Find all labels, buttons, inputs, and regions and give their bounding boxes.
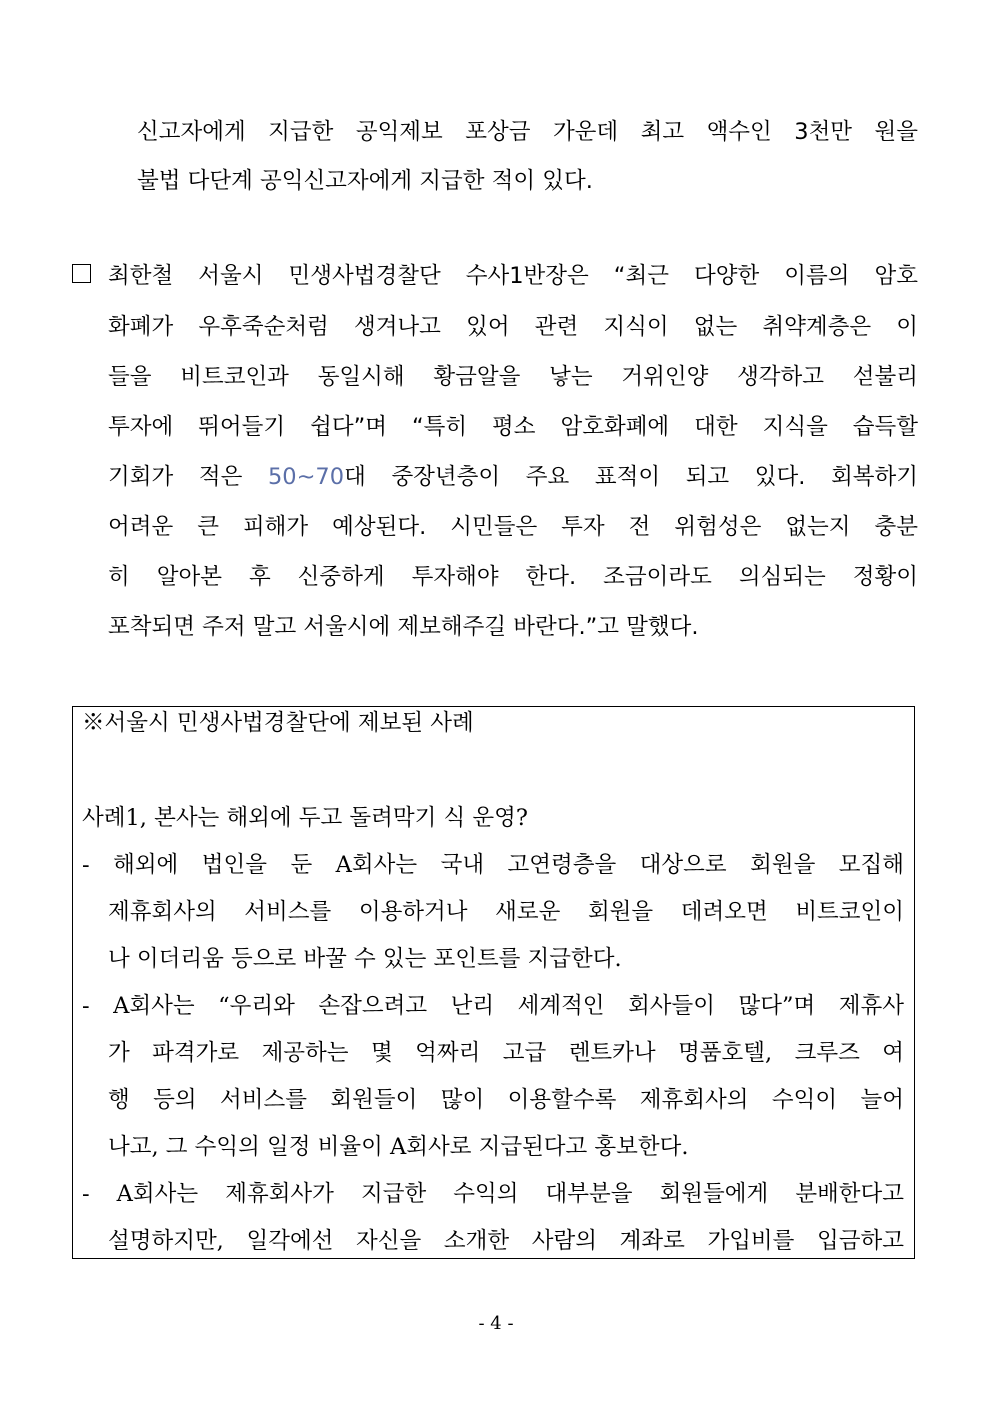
quote-line-5 xyxy=(108,462,918,492)
case-box xyxy=(72,706,915,1259)
case-line-8: - A회사는 제휴회사가 지급한 수익의 대부분을 회원들에게 분배한다고 xyxy=(82,1181,904,1207)
intro-line-1: 신고자에게 지급한 공익제보 포상금 가운데 최고 액수인 3천만 원을 xyxy=(137,119,918,145)
case-line-4: - A회사는 “우리와 손잡으려고 난리 세계적인 회사들이 많다”며 제휴사 xyxy=(82,993,904,1019)
case-line-3: 나 이더리움 등으로 바꿀 수 있는 포인트를 지급한다. xyxy=(108,946,622,972)
case1-title: 사례1, 본사는 해외에 두고 돌려막기 식 운영? xyxy=(82,805,528,831)
case-line-5: 가 파격가로 제공하는 몇 억짜리 고급 렌트카나 명품호텔, 크루즈 여 xyxy=(108,1040,904,1066)
case-line-6: 행 등의 서비스를 회원들이 많이 이용할수록 제휴회사의 수익이 늘어 xyxy=(108,1087,904,1113)
case-line-2: 제휴회사의 서비스를 이용하거나 새로운 회원을 데려오면 비트코인이 xyxy=(108,899,904,925)
case-box-heading: ※서울시 민생사법경찰단에 제보된 사례 xyxy=(82,710,474,736)
quote-line-8: 포착되면 주저 말고 서울시에 제보해주길 바란다.”고 말했다. xyxy=(108,614,699,640)
intro-line-2: 불법 다단계 공익신고자에게 지급한 적이 있다. xyxy=(137,168,593,194)
quote-line-3: 들을 비트코인과 동일시해 황금알을 낳는 거위인양 생각하고 섣불리 xyxy=(108,364,918,390)
case-line-1: - 해외에 법인을 둔 A회사는 국내 고연령층을 대상으로 회원을 모집해 xyxy=(82,852,904,878)
quote-line-2: 화폐가 우후죽순처럼 생겨나고 있어 관련 지식이 없는 취약계층은 이 xyxy=(108,314,918,340)
quote-line-5-start: 기회가 적은 xyxy=(108,464,268,490)
checkbox-bullet-icon xyxy=(72,264,91,283)
quote-line-4: 투자에 뛰어들기 쉽다”며 “특히 평소 암호화폐에 대한 지식을 습득할 xyxy=(108,414,918,440)
quote-line-7: 히 알아본 후 신중하게 투자해야 한다. 조금이라도 의심되는 정황이 xyxy=(108,564,918,590)
age-range-highlight: 50~70 xyxy=(267,464,345,490)
case-line-9: 설명하지만, 일각에선 자신을 소개한 사람의 계좌로 가입비를 입금하고 xyxy=(108,1228,904,1254)
quote-line-1: 최한철 서울시 민생사법경찰단 수사1반장은 “최근 다양한 이름의 암호 xyxy=(108,263,918,289)
page-number: - 4 - xyxy=(478,1313,514,1334)
case-line-7: 나고, 그 수익의 일정 비율이 A회사로 지급된다고 홍보한다. xyxy=(108,1134,689,1160)
quote-line-5-end: 대 중장년층이 주요 표적이 되고 있다. 회복하기 xyxy=(344,464,919,490)
quote-line-6: 어려운 큰 피해가 예상된다. 시민들은 투자 전 위험성은 없는지 충분 xyxy=(108,514,918,540)
